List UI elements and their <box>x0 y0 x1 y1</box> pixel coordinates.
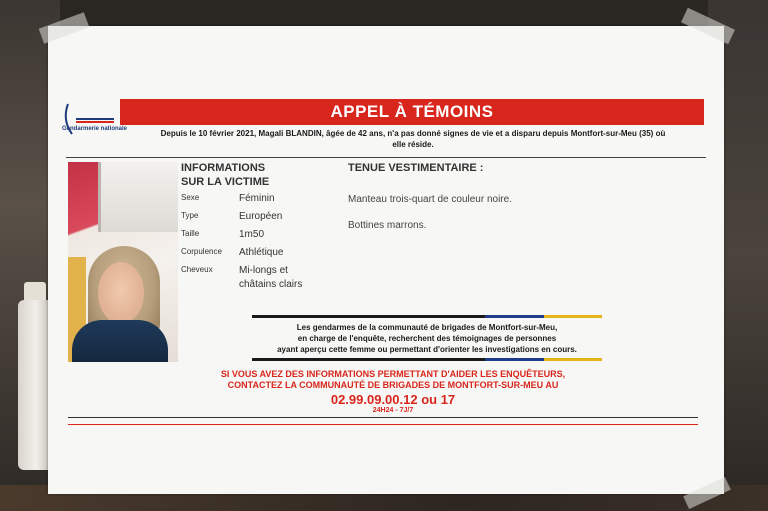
poster-title: APPEL À TÉMOINS <box>120 99 704 125</box>
clothing-item: Manteau trois-quart de couleur noire. <box>348 194 512 205</box>
call-to-action: SI VOUS AVEZ DES INFORMATIONS PERMETTANT D'AIDER LES ENQUÊTEURS, CONTACTEZ LA COMMUNAUTÉ DE BRIGADES DE MONTFORT-SUR-MEU AU <box>220 369 566 390</box>
investigation-notice: Les gendarmes de la communauté de brigades de Montfort-sur-Meu, en charge de l'enquête, recherchent des témoignages de personnes ayant aperçu cette femme ou permettant d'orienter les investigations en cours. <box>277 323 577 354</box>
clothing-item: Bottines marrons. <box>348 220 427 231</box>
intro-line: elle réside. <box>392 140 434 149</box>
info-row: châtains clairs <box>239 279 303 290</box>
intro-text <box>122 128 704 150</box>
tricolor-band-bottom <box>252 358 602 361</box>
divider-red <box>68 424 698 425</box>
logo-label: Gendarmerie nationale <box>62 126 128 132</box>
info-row: Cheveux Mi-longs et <box>181 265 288 276</box>
victim-info-table <box>181 193 319 297</box>
victim-photo <box>68 162 178 362</box>
intro-line: Depuis le 10 février 2021, Magali BLANDIN, âgée de 42 ans, n'a pas donné signes de vie et a disparu depuis Montfort-sur-Meu (35) où <box>160 129 666 138</box>
info-row: Sexe Féminin <box>181 193 275 204</box>
divider-black <box>68 417 698 418</box>
hours-label: 24H24 - 7J/7 <box>372 407 414 414</box>
divider <box>66 157 706 158</box>
clothing-heading: TENUE VESTIMENTAIRE : <box>348 162 484 174</box>
phone-number: 02.99.09.00.12 ou 17 <box>330 392 456 407</box>
gendarmerie-logo <box>60 94 120 148</box>
victim-info-heading: INFORMATIONS SUR LA VICTIME <box>181 162 270 188</box>
witness-appeal-poster <box>48 26 724 494</box>
info-row: Corpulence Athlétique <box>181 247 284 258</box>
tricolor-band-top <box>252 315 602 318</box>
info-row: Type Européen <box>181 211 283 222</box>
info-row: Taille 1m50 <box>181 229 265 240</box>
